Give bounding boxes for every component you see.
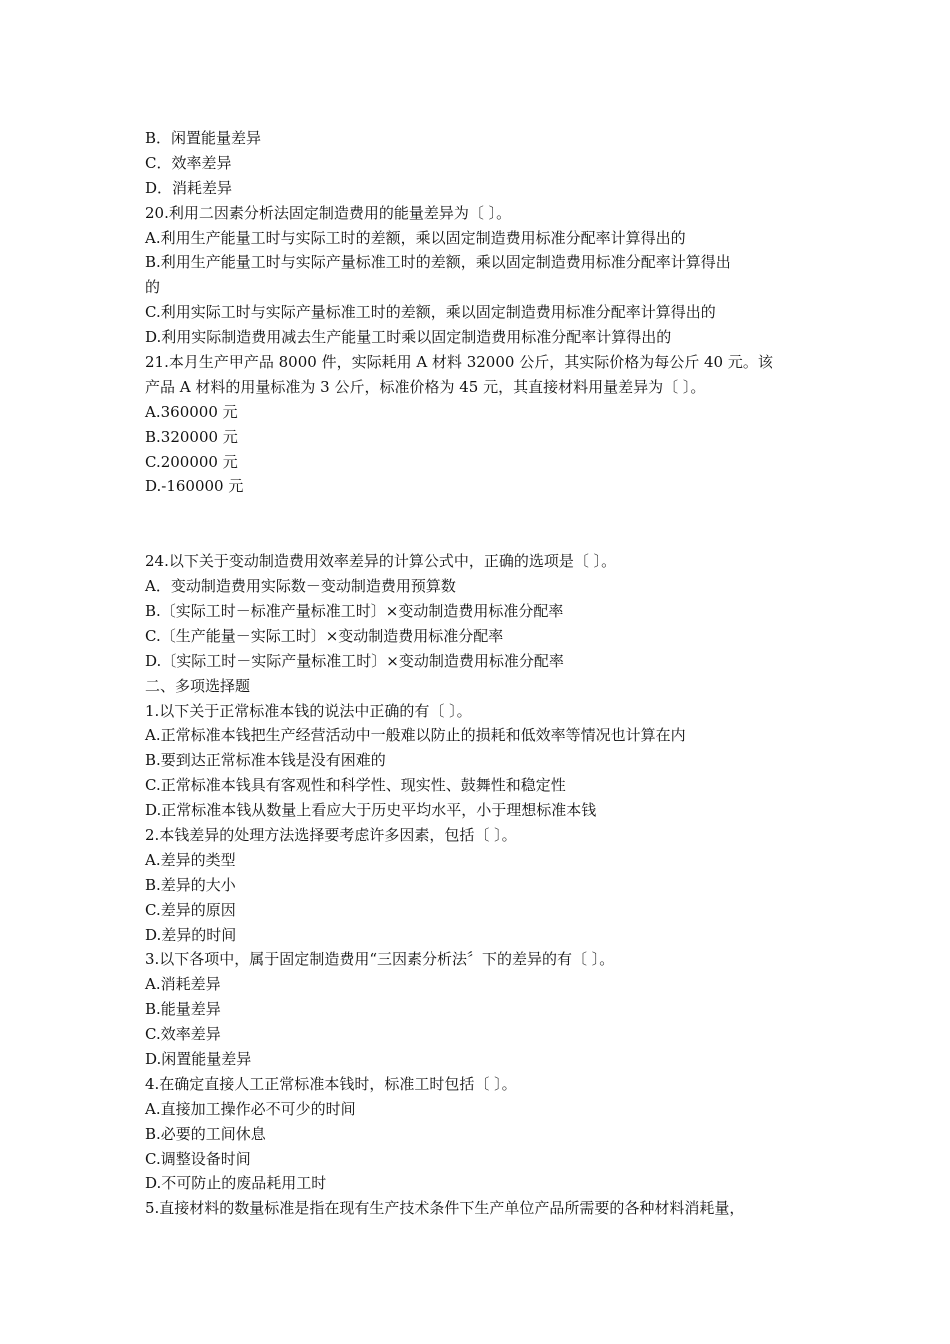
option-line: B.必要的工间休息: [145, 1124, 266, 1143]
question-5-stem: 5.直接材料的数量标准是指在现有生产技术条件下生产单位产品所需要的各种材料消耗量，: [145, 1199, 745, 1218]
option-line: A．变动制造费用实际数－变动制造费用预算数: [145, 577, 456, 596]
option-line: D.正常标准本钱从数量上看应大于历史平均水平，小于理想标准本钱: [145, 801, 597, 820]
option-line: A.直接加工操作必不可少的时间: [145, 1099, 356, 1118]
option-line: D.-160000 元: [145, 477, 244, 496]
option-line: C．效率差异: [145, 153, 232, 172]
option-line: B.要到达正常标准本钱是没有困难的: [145, 751, 386, 770]
question-21-stem: 21.本月生产甲产品 8000 件，实际耗用 A 材料 32000 公斤，其实际价格为每公斤 40 元。该: [145, 353, 773, 372]
question-block-upper: [145, 126, 825, 499]
option-line: C.正常标准本钱具有客观性和科学性、现实性、鼓舞性和稳定性: [145, 776, 566, 795]
option-line: D.〔实际工时－实际产量标准工时〕×变动制造费用标准分配率: [145, 651, 564, 670]
option-line: B.〔实际工时－标准产量标准工时〕×变动制造费用标准分配率: [145, 601, 564, 620]
question-4-stem: 4.在确定直接人工正常标准本钱时，标准工时包括〔 〕。: [145, 1074, 517, 1093]
option-line: B.差异的大小: [145, 875, 236, 894]
option-line: C.〔生产能量－实际工时〕×变动制造费用标准分配率: [145, 626, 504, 645]
option-line: A.消耗差异: [145, 975, 221, 994]
option-line: A.360000 元: [145, 402, 238, 421]
question-3-stem: 3.以下各项中，属于固定制造费用“三因素分析法〞下的差异的有〔 〕。: [145, 950, 615, 969]
option-line: B.利用生产能量工时与实际产量标准工时的差额，乘以固定制造费用标准分配率计算得出: [145, 253, 731, 272]
document-body: [145, 126, 825, 1221]
blank-gap: [145, 499, 825, 549]
option-line: B.320000 元: [145, 427, 238, 446]
question-24-stem: 24.以下关于变动制造费用效率差异的计算公式中，正确的选项是〔 〕。: [145, 552, 617, 571]
question-block-lower: [145, 549, 825, 1221]
option-line: C.差异的原因: [145, 900, 236, 919]
option-line: D.利用实际制造费用减去生产能量工时乘以固定制造费用标准分配率计算得出的: [145, 328, 672, 347]
option-line: D.闲置能量差异: [145, 1049, 252, 1068]
option-line: B．闲置能量差异: [145, 129, 262, 147]
option-line: A.差异的类型: [145, 850, 236, 869]
option-line: B.能量差异: [145, 1000, 221, 1019]
question-2-stem: 2.本钱差异的处理方法选择要考虑许多因素，包括〔 〕。: [145, 825, 517, 844]
question-1-stem: 1.以下关于正常标准本钱的说法中正确的有〔 〕。: [145, 701, 472, 720]
option-line: D．消耗差异: [145, 178, 233, 197]
option-line: C.利用实际工时与实际产量标准工时的差额，乘以固定制造费用标准分配率计算得出的: [145, 303, 716, 322]
option-line: A.正常标准本钱把生产经营活动中一般难以防止的损耗和低效率等情况也计算在内: [145, 726, 686, 745]
question-20-stem: 20.利用二因素分析法固定制造费用的能量差异为〔 〕。: [145, 203, 512, 222]
option-line: A.利用生产能量工时与实际工时的差额，乘以固定制造费用标准分配率计算得出的: [145, 228, 686, 247]
option-line: C.200000 元: [145, 452, 238, 471]
section-heading: 二、多项选择题: [145, 676, 251, 695]
option-line: C.效率差异: [145, 1025, 221, 1044]
option-line: D.差异的时间: [145, 925, 237, 944]
option-line-continued: 的: [145, 278, 161, 297]
option-line: D.不可防止的废品耗用工时: [145, 1174, 327, 1193]
question-21-stem-continued: 产品 A 材料的用量标准为 3 公斤，标准价格为 45 元，其直接材料用量差异为〔 〕。: [145, 377, 706, 396]
option-line: C.调整设备时间: [145, 1149, 251, 1168]
